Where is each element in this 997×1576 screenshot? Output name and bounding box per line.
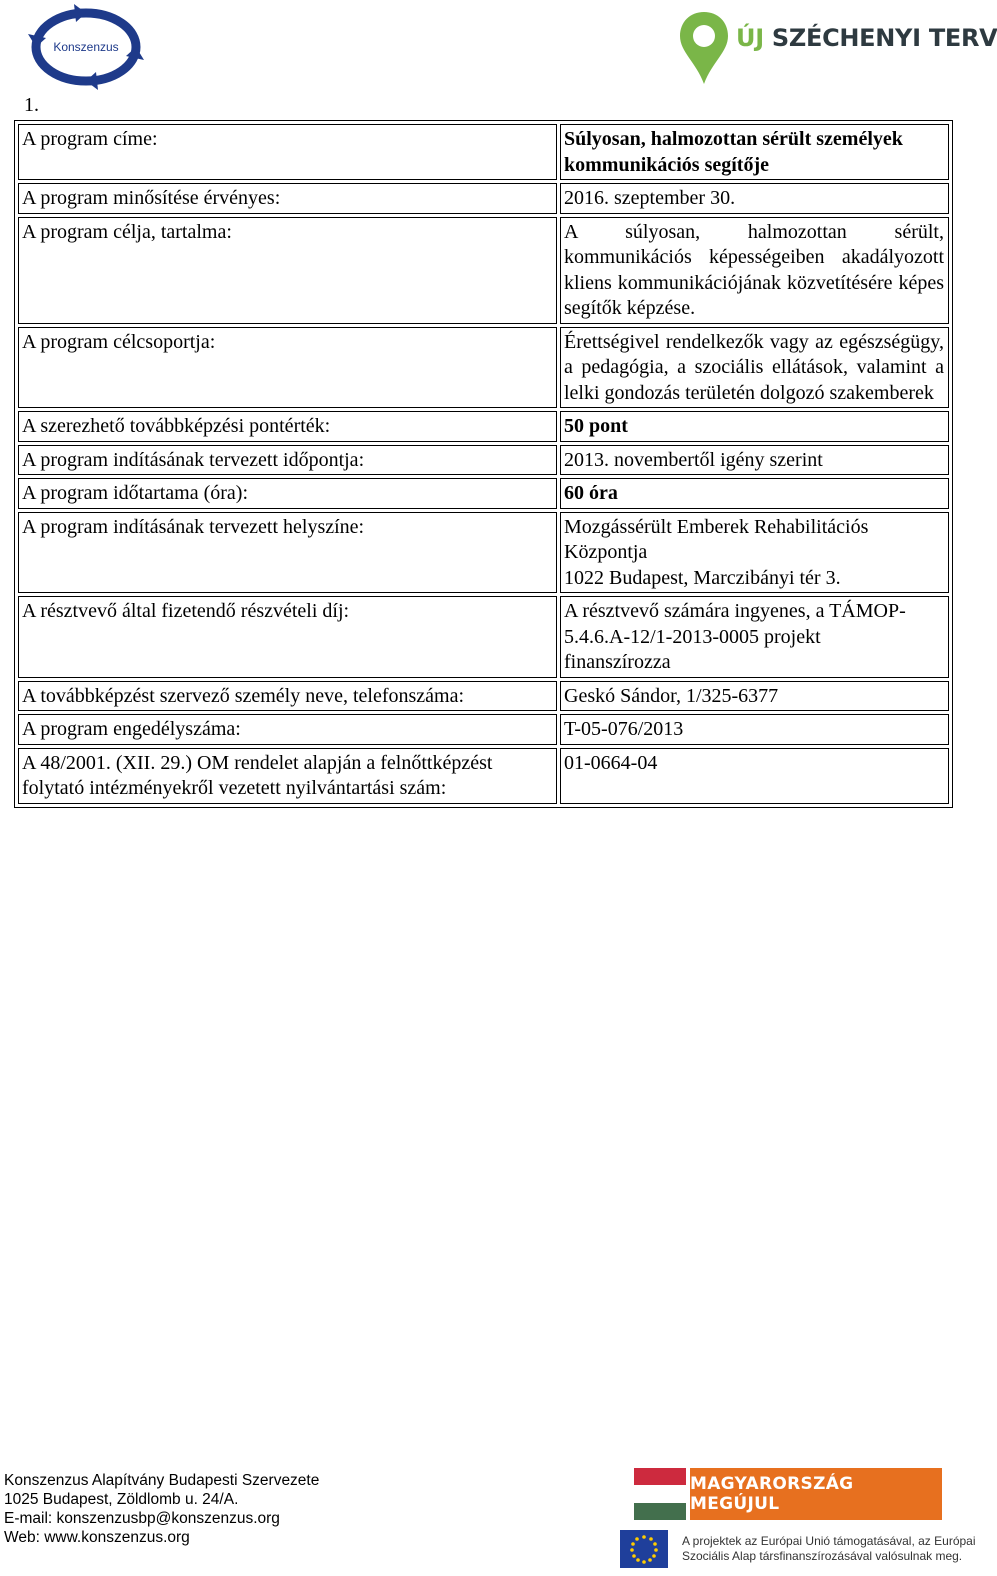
label-line: folytató intézményekről vezetett nyilvántartási szám: [22,777,447,799]
row-label: A program indításának tervezett időpontja: [18,445,557,476]
row-value: 2013. novembertől igény szerint [560,445,949,476]
row-value [560,512,949,594]
table-row [18,681,949,712]
table-row [18,596,949,678]
row-label: A program célcsoportja: [18,327,557,409]
label-line: A 48/2001. (XII. 29.) OM rendelet alapján a felnőttképzést [22,751,493,774]
table-row [18,124,949,180]
row-value [560,596,949,678]
hungarian-flag-icon [634,1468,686,1520]
row-value: T-05-076/2013 [560,714,949,745]
row-label: A program címe: [18,124,557,180]
row-label: A program célja, tartalma: [18,217,557,324]
row-value: Geskó Sándor, 1/325-6377 [560,681,949,712]
table-row [18,714,949,745]
footer-web: Web: www.konszenzus.org [4,1529,190,1546]
row-value: 2016. szeptember 30. [560,183,949,214]
row-label: A résztvevő által fizetendő részvételi díj: [18,596,557,678]
eu-text-line: Szociális Alap társfinanszírozásával valósulnak meg. [682,1549,963,1563]
table-row [18,478,949,509]
eu-text-line: A projektek az Európai Unió támogatásával, az Európai [682,1534,976,1548]
row-label: A továbbképzést szervező személy neve, telefonszáma: [18,681,557,712]
table-row [18,748,949,804]
row-label: A program engedélyszáma: [18,714,557,745]
szechenyi-uj-text: ÚJ [736,24,764,52]
table-row [18,512,949,594]
row-value: Érettségivel rendelkezők vagy az egészségügy, a pedagógia, a szociális ellátások, valamint a lelki gondozás területén dolgozó szakemberek [560,327,949,409]
szechenyi-terv-text: SZÉCHENYI TERV [771,24,997,52]
row-value: 60 óra [560,478,949,509]
value-line: Mozgássérült Emberek Rehabilitációs [564,515,869,538]
value-line: A résztvevő számára ingyenes, a TÁMOP- [564,600,906,622]
footer-address-block [4,1471,319,1547]
value-line: 1022 Budapest, Marczibányi tér 3. [564,566,841,589]
banner-text: MAGYARORSZÁG MEGÚJUL [690,1468,942,1520]
konszenzus-logo-text: Konszenzus [53,40,119,54]
page-number: 1. [24,94,39,116]
value-line: Központja [564,541,648,563]
footer-org: Konszenzus Alapítvány Budapesti Szervezete [4,1472,320,1489]
location-pin-icon [678,10,730,86]
footer-email: E-mail: konszenzusbp@konszenzus.org [4,1510,280,1527]
table-row [18,183,949,214]
szechenyi-terv-logo [676,10,997,90]
footer-address: 1025 Budapest, Zöldlomb u. 24/A. [4,1491,239,1508]
row-label: A program minősítése érvényes: [18,183,557,214]
value-line: 5.4.6.A-12/1-2013-0005 projekt [564,625,821,648]
table-row [18,445,949,476]
eu-support-note [620,1528,976,1572]
row-value: Súlyosan, halmozottan sérült személyek kommunikációs segítője [560,124,949,180]
row-label: A szerezhető továbbképzési pontérték: [18,411,557,442]
table-row [18,217,949,324]
value-line: finanszírozza [564,651,671,673]
program-info-table [14,120,953,808]
row-value: 50 pont [560,411,949,442]
row-value: A súlyosan, halmozottan sérült, kommunikációs képességeiben akadályozott kliens kommunikációjának közvetítésére képes segítők képzése. [560,217,949,324]
table-row [18,327,949,409]
row-label: A program indításának tervezett helyszíne: [18,512,557,594]
magyarorszag-megujul-banner [634,1468,942,1520]
konszenzus-logo [28,4,146,90]
row-value: 01-0664-04 [560,748,949,804]
eu-flag-icon [620,1530,668,1568]
table-row [18,411,949,442]
row-label [18,748,557,804]
row-label: A program időtartama (óra): [18,478,557,509]
